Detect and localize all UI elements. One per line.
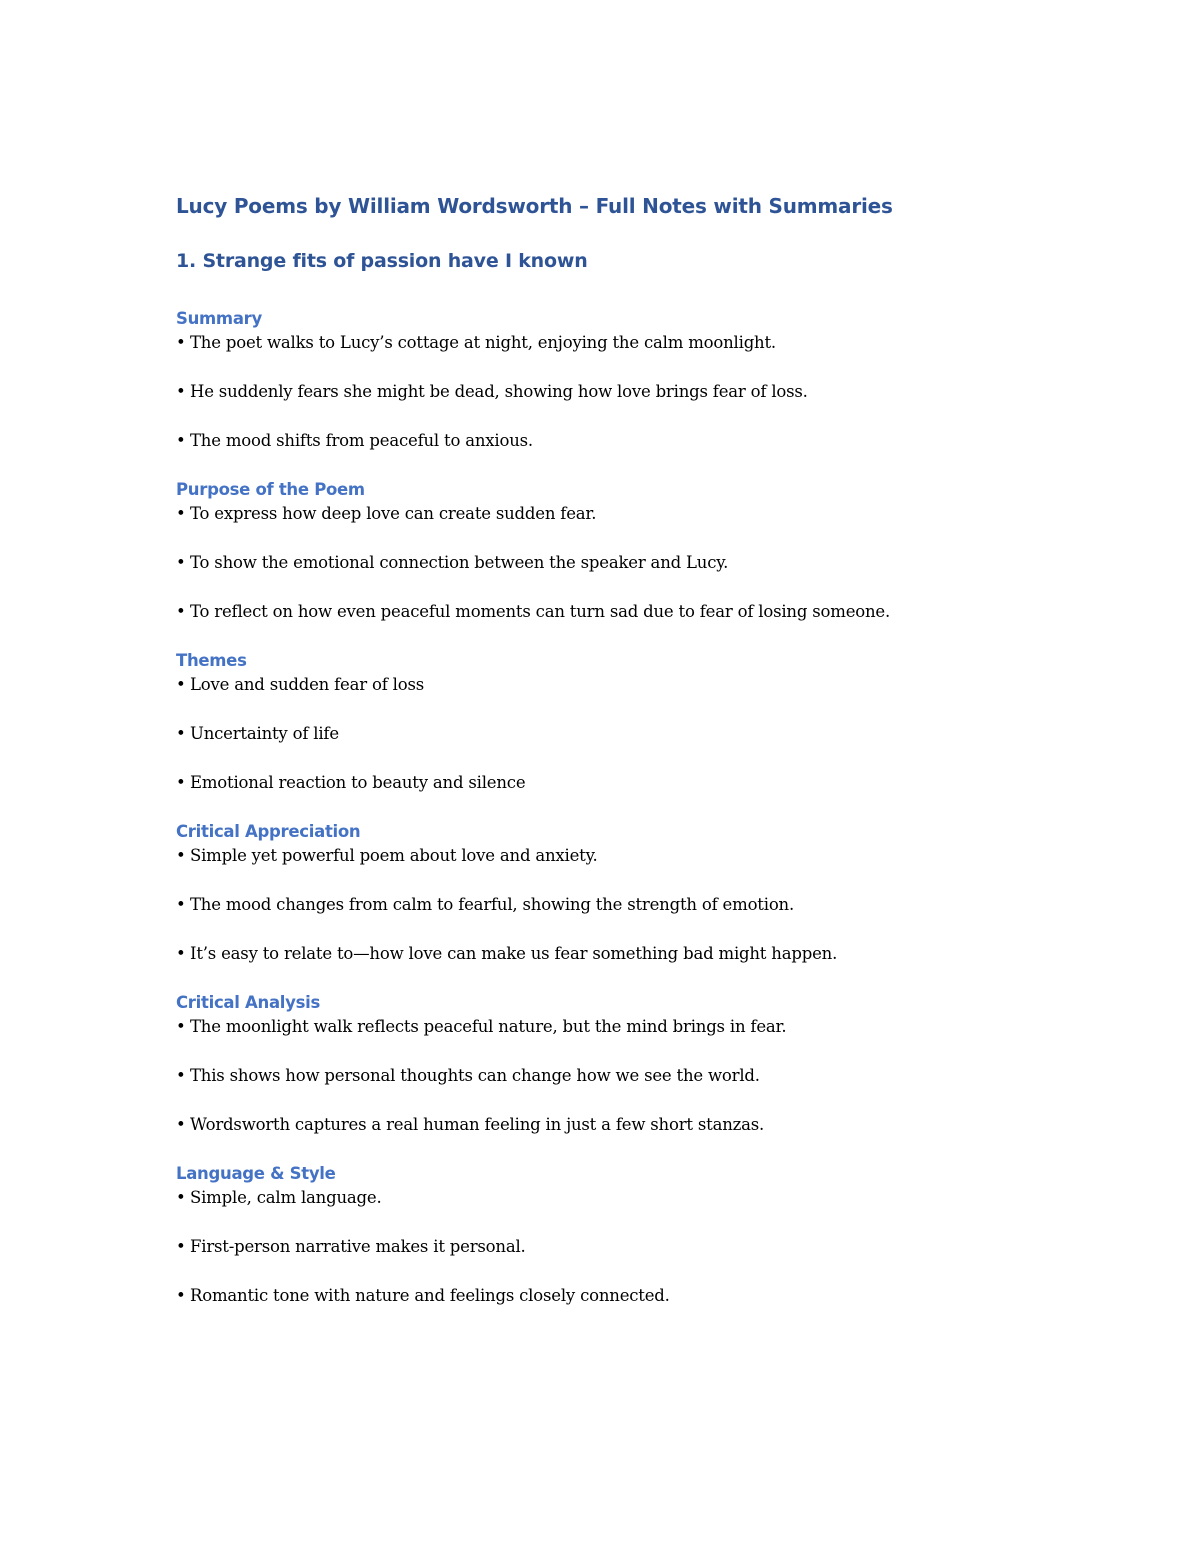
bullet-mark-icon: •: [176, 333, 186, 352]
bullet-text: Simple, calm language.: [190, 1188, 382, 1207]
bullet-text: He suddenly fears she might be dead, showing how love brings fear of loss.: [190, 382, 808, 401]
section-heading: Summary: [176, 309, 262, 328]
bullet-item: [176, 1235, 1056, 1259]
bullet-item: [176, 380, 1056, 404]
bullet-item: [176, 844, 1056, 868]
bullet-item: [176, 1015, 1056, 1039]
bullet-mark-icon: •: [176, 724, 186, 743]
bullet-item: [176, 1113, 1056, 1137]
bullet-text: The moonlight walk reflects peaceful nature, but the mind brings in fear.: [190, 1017, 787, 1036]
bullet-item: [176, 722, 1056, 746]
bullet-mark-icon: •: [176, 1237, 186, 1256]
bullet-mark-icon: •: [176, 1066, 186, 1085]
bullet-mark-icon: •: [176, 895, 186, 914]
section-purpose-of-the-poem: [176, 478, 1056, 624]
bullet-text: The mood changes from calm to fearful, showing the strength of emotion.: [190, 895, 795, 914]
bullet-text: The mood shifts from peaceful to anxious.: [190, 431, 533, 450]
bullet-mark-icon: •: [176, 773, 186, 792]
bullet-text: Simple yet powerful poem about love and anxiety.: [190, 846, 598, 865]
section-heading: Language & Style: [176, 1164, 336, 1183]
section-heading: Critical Appreciation: [176, 822, 361, 841]
bullet-text: To reflect on how even peaceful moments can turn sad due to fear of losing someone.: [190, 602, 891, 621]
section-heading: Critical Analysis: [176, 993, 321, 1012]
bullet-mark-icon: •: [176, 944, 186, 963]
bullet-mark-icon: •: [176, 1017, 186, 1036]
section-language-style: [176, 1162, 1056, 1308]
section-heading: Purpose of the Poem: [176, 480, 365, 499]
bullet-item: [176, 771, 1056, 795]
bullet-mark-icon: •: [176, 431, 186, 450]
bullet-item: [176, 600, 1056, 624]
bullet-text: Romantic tone with nature and feelings closely connected.: [190, 1286, 670, 1305]
bullet-text: To express how deep love can create sudden fear.: [190, 504, 597, 523]
bullet-item: [176, 1284, 1056, 1308]
bullet-item: [176, 673, 1056, 697]
bullet-mark-icon: •: [176, 1115, 186, 1134]
bullet-text: It’s easy to relate to—how love can make us fear something bad might happen.: [190, 944, 838, 963]
bullet-mark-icon: •: [176, 382, 186, 401]
bullet-mark-icon: •: [176, 553, 186, 572]
section-critical-appreciation: [176, 820, 1056, 966]
bullet-text: Emotional reaction to beauty and silence: [190, 773, 526, 792]
bullet-mark-icon: •: [176, 846, 186, 865]
bullet-text: Wordsworth captures a real human feeling in just a few short stanzas.: [190, 1115, 765, 1134]
bullet-mark-icon: •: [176, 1188, 186, 1207]
bullet-item: [176, 893, 1056, 917]
document-title: Lucy Poems by William Wordsworth – Full Notes with Summaries: [176, 194, 893, 218]
bullet-text: Uncertainty of life: [190, 724, 339, 743]
bullet-text: Love and sudden fear of loss: [190, 675, 425, 694]
section-heading: Themes: [176, 651, 247, 670]
bullet-item: [176, 551, 1056, 575]
bullet-item: [176, 1064, 1056, 1088]
bullet-mark-icon: •: [176, 675, 186, 694]
bullet-item: [176, 429, 1056, 453]
document-page: [176, 190, 1056, 1308]
bullet-item: [176, 502, 1056, 526]
section-summary: [176, 307, 1056, 453]
bullet-item: [176, 942, 1056, 966]
section-critical-analysis: [176, 991, 1056, 1137]
sections-container: [176, 307, 1056, 1308]
bullet-item: [176, 331, 1056, 355]
bullet-text: To show the emotional connection between the speaker and Lucy.: [190, 553, 729, 572]
bullet-text: This shows how personal thoughts can change how we see the world.: [190, 1066, 760, 1085]
bullet-mark-icon: •: [176, 602, 186, 621]
bullet-text: The poet walks to Lucy’s cottage at night, enjoying the calm moonlight.: [190, 333, 776, 352]
bullet-mark-icon: •: [176, 504, 186, 523]
poem-title: 1. Strange fits of passion have I known: [176, 250, 588, 272]
bullet-mark-icon: •: [176, 1286, 186, 1305]
section-themes: [176, 649, 1056, 795]
bullet-item: [176, 1186, 1056, 1210]
bullet-text: First-person narrative makes it personal.: [190, 1237, 526, 1256]
